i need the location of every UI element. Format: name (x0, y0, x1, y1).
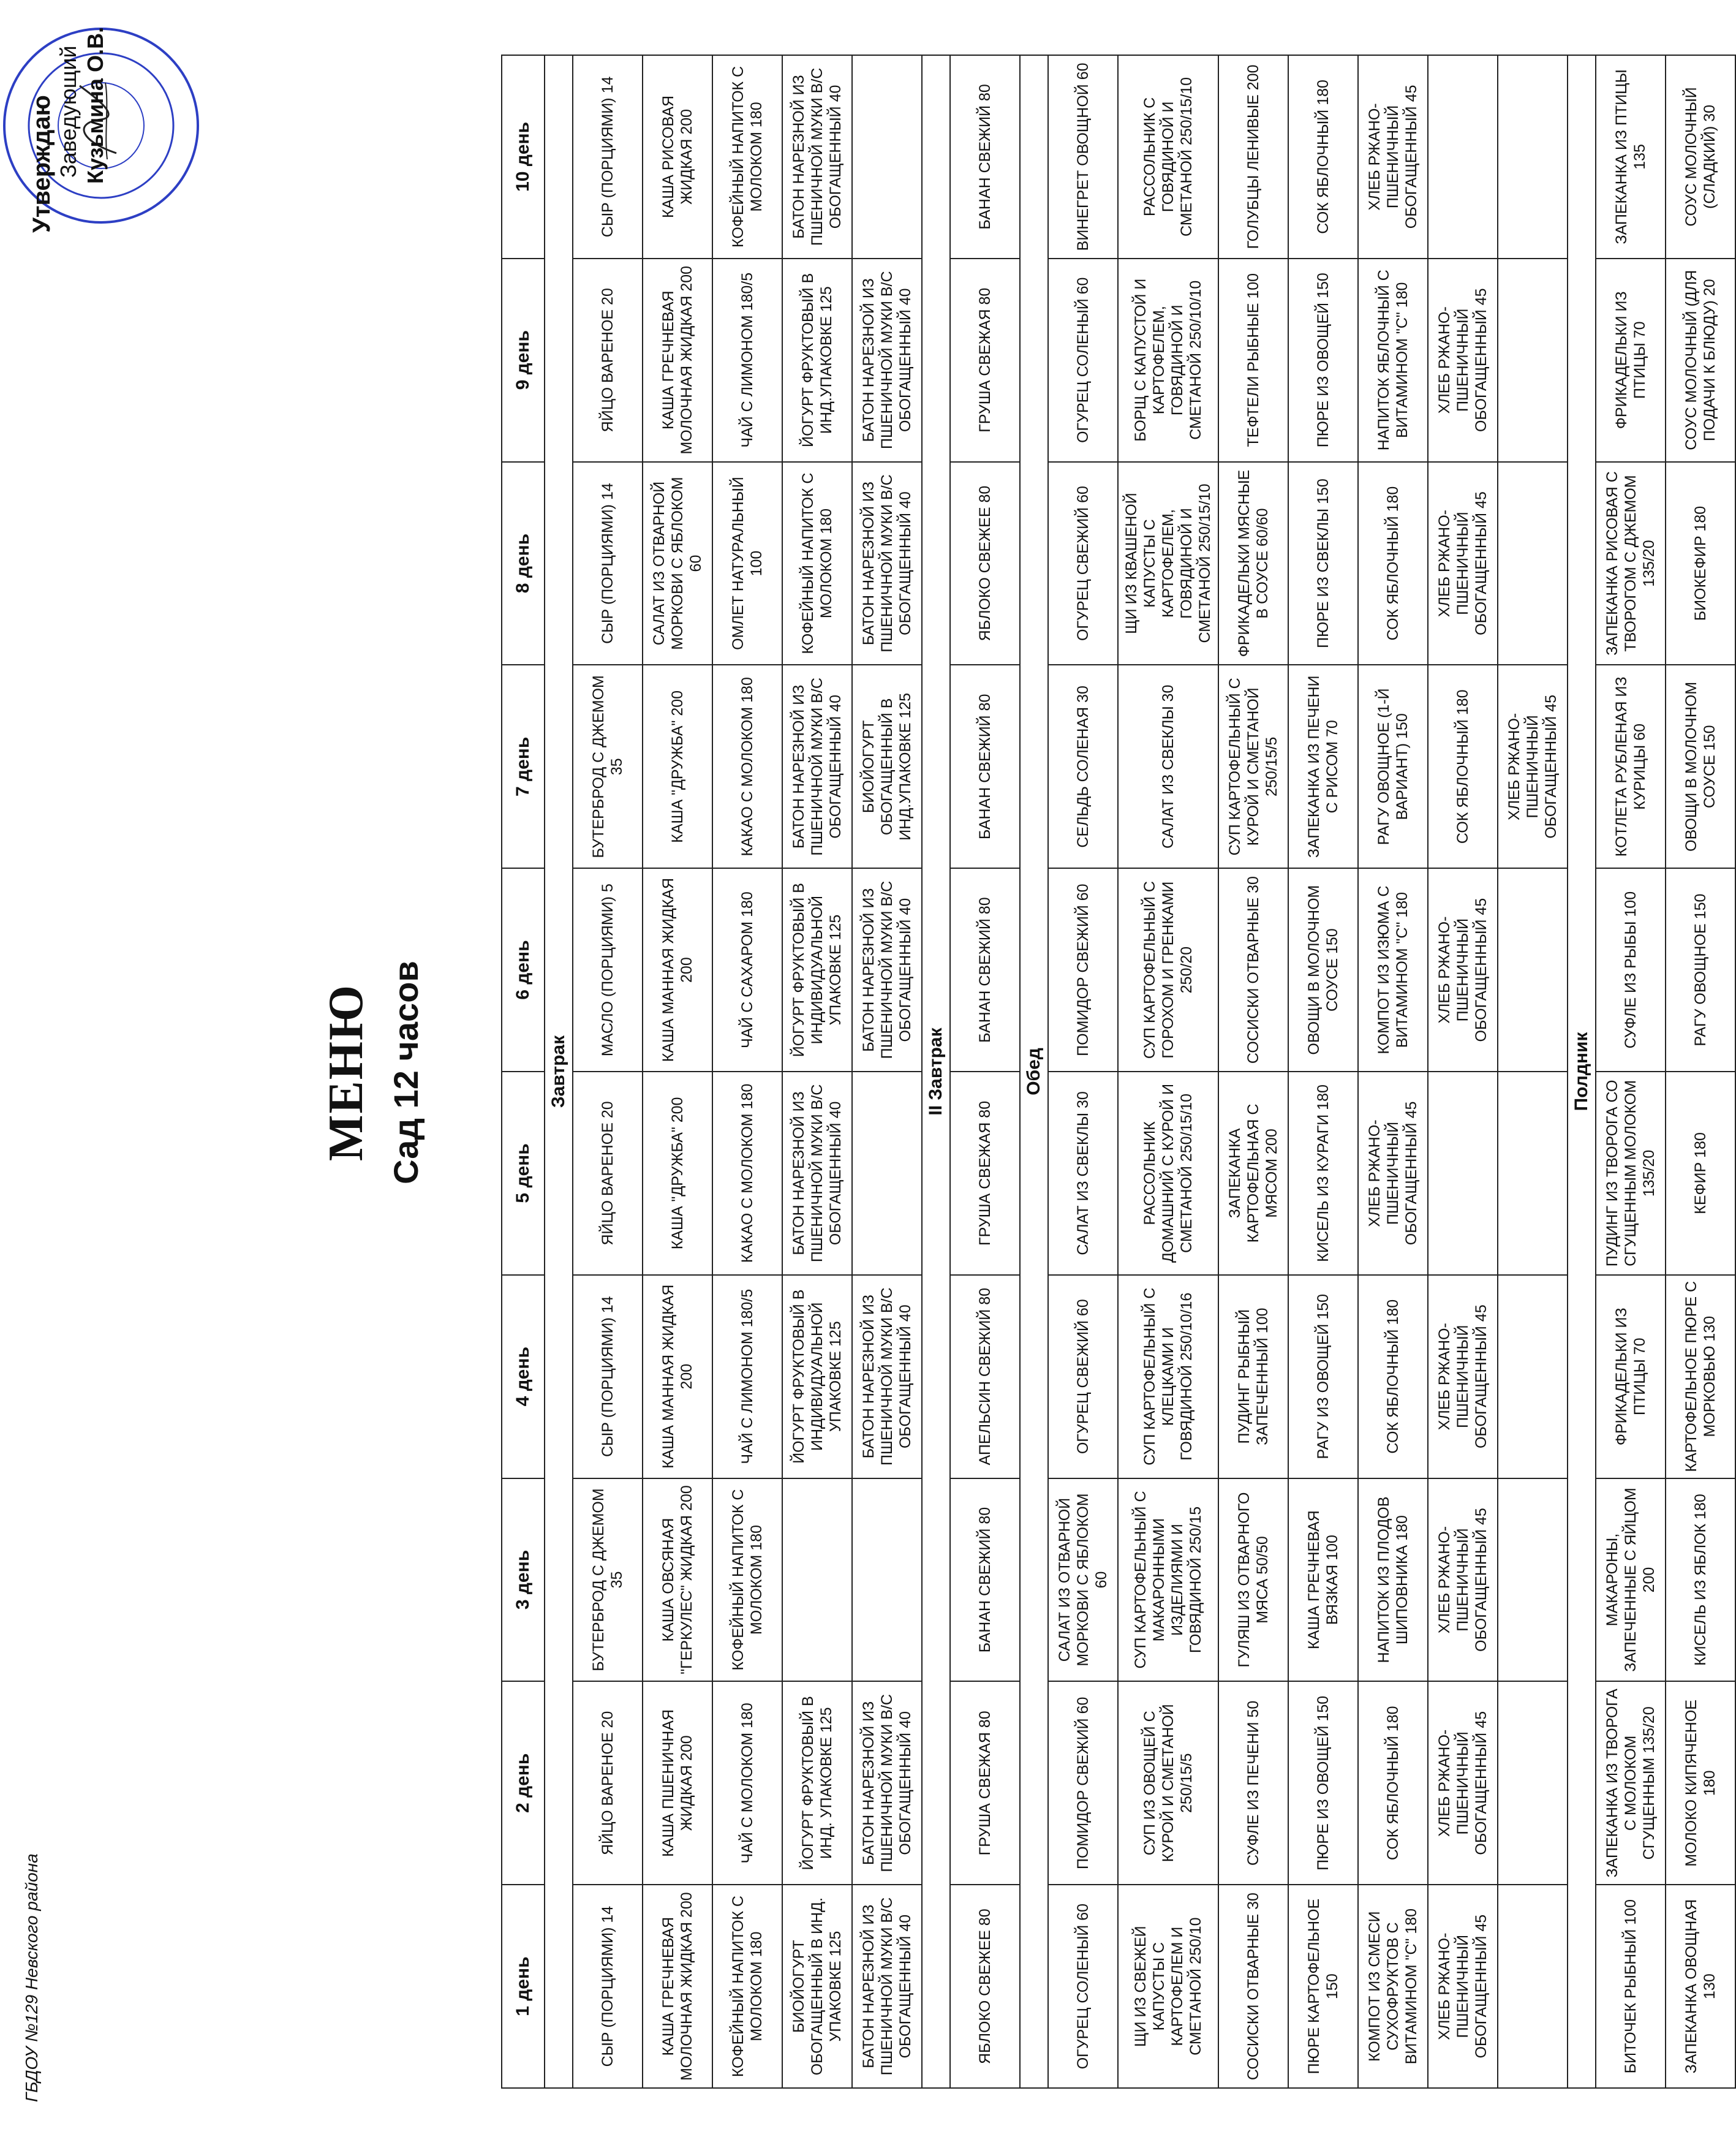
menu-item-cell: КОМПОТ ИЗ СМЕСИ СУХОФРУКТОВ С ВИТАМИНОМ "С" 180 (1358, 1885, 1428, 2088)
menu-item-cell: ПОМИДОР СВЕЖИЙ 60 (1048, 868, 1118, 1072)
menu-item-cell: КАША ГРЕЧНЕВАЯ ВЯЗКАЯ 100 (1288, 1478, 1358, 1682)
meal-section-title: Завтрак (545, 55, 573, 2088)
menu-item-cell: НАПИТОК ЯБЛОЧНЫЙ С ВИТАМИНОМ "С" 180 (1358, 259, 1428, 462)
menu-item-cell: СУФЛЕ ИЗ ПЕЧЕНИ 50 (1218, 1681, 1288, 1885)
menu-item-cell: ОВОЩИ В МОЛОЧНОМ СОУСЕ 150 (1288, 868, 1358, 1072)
menu-item-cell: ЧАЙ С САХАРОМ 180 (712, 868, 782, 1072)
menu-item-cell: БАТОН НАРЕЗНОЙ ИЗ ПШЕНИЧНОЙ МУКИ В/С ОБОГАЩЕННЫЙ 40 (852, 1681, 922, 1885)
menu-item-cell: ФРИКАДЕЛЬКИ ИЗ ПТИЦЫ 70 (1596, 259, 1666, 462)
menu-item-cell: БАТОН НАРЕЗНОЙ ИЗ ПШЕНИЧНОЙ МУКИ В/С ОБОГАЩЕННЫЙ 40 (852, 259, 922, 462)
menu-item-cell: БИОЙОГУРТ ОБОГАЩЕННЫЙ В ИНД. УПАКОВКЕ 125 (782, 1885, 852, 2088)
day-header: 8 день (502, 462, 545, 665)
table-row (852, 55, 922, 2088)
menu-item-cell: МАСЛО (ПОРЦИЯМИ) 5 (573, 868, 643, 1072)
menu-item-cell: КОФЕЙНЫЙ НАПИТОК С МОЛОКОМ 180 (712, 1478, 782, 1682)
menu-item-cell: САЛАТ ИЗ ОТВАРНОЙ МОРКОВИ С ЯБЛОКОМ 60 (1048, 1478, 1118, 1682)
menu-item-cell: БИТОЧЕК РЫБНЫЙ 100 (1596, 1885, 1666, 2088)
menu-item-cell: БИОЙОГУРТ ОБОГАЩЕННЫЙ В ИНД.УПАКОВКЕ 125 (852, 665, 922, 868)
menu-item-cell: БАТОН НАРЕЗНОЙ ИЗ ПШЕНИЧНОЙ МУКИ В/С ОБОГАЩЕННЫЙ 40 (782, 55, 852, 259)
table-row (1498, 55, 1568, 2088)
menu-item-cell: СОУС МОЛОЧНЫЙ (СЛАДКИЙ) 30 (1666, 55, 1735, 259)
menu-item-cell: КАРТОФЕЛЬНОЕ ПЮРЕ С МОРКОВЬЮ 130 (1666, 1275, 1735, 1478)
menu-item-cell: СУП ИЗ ОВОЩЕЙ С КУРОЙ И СМЕТАНОЙ 250/15/5 (1118, 1681, 1218, 1885)
menu-item-cell: КАКАО С МОЛОКОМ 180 (712, 1072, 782, 1275)
menu-item-cell: СЫР (ПОРЦИЯМИ) 14 (573, 1885, 643, 2088)
menu-item-cell: ГРУША СВЕЖАЯ 80 (950, 1681, 1020, 1885)
menu-item-cell: ФРИКАДЕЛЬКИ МЯСНЫЕ В СОУСЕ 60/60 (1218, 462, 1288, 665)
meal-section-title: Полдник (1568, 55, 1596, 2088)
menu-item-cell: ЩИ ИЗ СВЕЖЕЙ КАПУСТЫ С КАРТОФЕЛЕМ И СМЕТАНОЙ 250/10 (1118, 1885, 1218, 2088)
menu-item-cell: ЗАПЕКАНКА ИЗ ТВОРОГА С МОЛОКОМ СГУЩЕННЫМ 135/20 (1596, 1681, 1666, 1885)
menu-item-cell (852, 1072, 922, 1275)
menu-item-cell: РАГУ ОВОЩНОЕ (1-Й ВАРИАНТ) 150 (1358, 665, 1428, 868)
menu-item-cell: БАНАН СВЕЖИЙ 80 (950, 665, 1020, 868)
menu-item-cell: ЗАПЕКАНКА КАРТОФЕЛЬНАЯ С МЯСОМ 200 (1218, 1072, 1288, 1275)
table-row (573, 55, 643, 2088)
menu-item-cell: ХЛЕБ РЖАНО-ПШЕНИЧНЫЙ ОБОГАЩЕННЫЙ 45 (1428, 462, 1498, 665)
page-title: МЕНЮ (319, 983, 373, 1162)
approval-block (28, 25, 109, 233)
menu-item-cell: ПУДИНГ ИЗ ТВОРОГА СО СГУЩЕННЫМ МОЛОКОМ 135/20 (1596, 1072, 1666, 1275)
menu-item-cell: БАНАН СВЕЖИЙ 80 (950, 55, 1020, 259)
menu-item-cell (1498, 1681, 1568, 1885)
menu-item-cell: ЯЙЦО ВАРЕНОЕ 20 (573, 1072, 643, 1275)
menu-item-cell: КАКАО С МОЛОКОМ 180 (712, 665, 782, 868)
table-row (1666, 55, 1735, 2088)
menu-item-cell: ХЛЕБ РЖАНО-ПШЕНИЧНЫЙ ОБОГАЩЕННЫЙ 45 (1428, 259, 1498, 462)
menu-item-cell: ЧАЙ С МОЛОКОМ 180 (712, 1681, 782, 1885)
menu-item-cell: ОГУРЕЦ СОЛЕНЫЙ 60 (1048, 259, 1118, 462)
menu-item-cell: СУП КАРТОФЕЛЬНЫЙ С ГОРОХОМ И ГРЕНКАМИ 250/20 (1118, 868, 1218, 1072)
menu-item-cell: БАНАН СВЕЖИЙ 80 (950, 868, 1020, 1072)
menu-item-cell: СОК ЯБЛОЧНЫЙ 180 (1428, 665, 1498, 868)
menu-item-cell: ТЕФТЕЛИ РЫБНЫЕ 100 (1218, 259, 1288, 462)
menu-item-cell: КАША "ДРУЖБА" 200 (643, 1072, 712, 1275)
menu-item-cell: СОСИСКИ ОТВАРНЫЕ 30 (1218, 1885, 1288, 2088)
meal-section-title: II Завтрак (922, 55, 950, 2088)
menu-item-cell: ФРИКАДЕЛЬКИ ИЗ ПТИЦЫ 70 (1596, 1275, 1666, 1478)
menu-item-cell (1498, 259, 1568, 462)
page-subtitle: Сад 12 часов (387, 961, 425, 1184)
menu-item-cell: НАПИТОК ИЗ ПЛОДОВ ШИПОВНИКА 180 (1358, 1478, 1428, 1682)
menu-item-cell (852, 1478, 922, 1682)
section-header-row (545, 55, 573, 2088)
approver-name: Кузьмина О.В. (83, 26, 108, 184)
day-header: 5 день (502, 1072, 545, 1275)
menu-item-cell: БАТОН НАРЕЗНОЙ ИЗ ПШЕНИЧНОЙ МУКИ В/С ОБОГАЩЕННЫЙ 40 (852, 868, 922, 1072)
menu-item-cell: БИОКЕФИР 180 (1666, 462, 1735, 665)
menu-item-cell: КАША ОВСЯНАЯ "ГЕРКУЛЕС" ЖИДКАЯ 200 (643, 1478, 712, 1682)
menu-item-cell: СОК ЯБЛОЧНЫЙ 180 (1358, 1681, 1428, 1885)
menu-item-cell: БАТОН НАРЕЗНОЙ ИЗ ПШЕНИЧНОЙ МУКИ В/С ОБОГАЩЕННЫЙ 40 (782, 1072, 852, 1275)
menu-item-cell: ХЛЕБ РЖАНО-ПШЕНИЧНЫЙ ОБОГАЩЕННЫЙ 45 (1428, 868, 1498, 1072)
menu-item-cell: СОК ЯБЛОЧНЫЙ 180 (1288, 55, 1358, 259)
menu-item-cell: ХЛЕБ РЖАНО-ПШЕНИЧНЫЙ ОБОГАЩЕННЫЙ 45 (1358, 55, 1428, 259)
menu-item-cell: ОГУРЕЦ СВЕЖИЙ 60 (1048, 462, 1118, 665)
menu-item-cell: ХЛЕБ РЖАНО-ПШЕНИЧНЫЙ ОБОГАЩЕННЫЙ 45 (1358, 1072, 1428, 1275)
menu-item-cell: КАША МАННАЯ ЖИДКАЯ 200 (643, 868, 712, 1072)
menu-item-cell: ЙОГУРТ ФРУКТОВЫЙ В ИНД. УПАКОВКЕ 125 (782, 1681, 852, 1885)
menu-item-cell: БОРЩ С КАПУСТОЙ И КАРТОФЕЛЕМ, ГОВЯДИНОЙ И СМЕТАНОЙ 250/10/10 (1118, 259, 1218, 462)
table-row (1118, 55, 1218, 2088)
menu-item-cell: ГРУША СВЕЖАЯ 80 (950, 1072, 1020, 1275)
menu-item-cell: ЯБЛОКО СВЕЖЕЕ 80 (950, 1885, 1020, 2088)
section-header-row (1020, 55, 1048, 2088)
menu-item-cell: СОК ЯБЛОЧНЫЙ 180 (1358, 1275, 1428, 1478)
menu-item-cell: БАТОН НАРЕЗНОЙ ИЗ ПШЕНИЧНОЙ МУКИ В/С ОБОГАЩЕННЫЙ 40 (782, 665, 852, 868)
menu-item-cell: ЗАПЕКАНКА ИЗ ПТИЦЫ 135 (1596, 55, 1666, 259)
menu-item-cell: КАША МАННАЯ ЖИДКАЯ 200 (643, 1275, 712, 1478)
menu-item-cell: ПЮРЕ ИЗ ОВОЩЕЙ 150 (1288, 259, 1358, 462)
menu-item-cell: ЙОГУРТ ФРУКТОВЫЙ В ИНД.УПАКОВКЕ 125 (782, 259, 852, 462)
menu-item-cell: ПУДИНГ РЫБНЫЙ ЗАПЕЧЕННЫЙ 100 (1218, 1275, 1288, 1478)
table-row (1288, 55, 1358, 2088)
menu-item-cell: КОТЛЕТА РУБЛЕНАЯ ИЗ КУРИЦЫ 60 (1596, 665, 1666, 868)
day-header: 4 день (502, 1275, 545, 1478)
menu-item-cell: ПЮРЕ ИЗ ОВОЩЕЙ 150 (1288, 1681, 1358, 1885)
approve-label: Утверждаю (28, 95, 55, 233)
menu-item-cell: СЫР (ПОРЦИЯМИ) 14 (573, 55, 643, 259)
menu-item-cell (852, 55, 922, 259)
table-row (950, 55, 1020, 2088)
menu-item-cell: ЯЙЦО ВАРЕНОЕ 20 (573, 259, 643, 462)
day-header: 6 день (502, 868, 545, 1072)
menu-item-cell: АПЕЛЬСИН СВЕЖИЙ 80 (950, 1275, 1020, 1478)
section-header-row (1568, 55, 1596, 2088)
menu-item-cell: КАША ГРЕЧНЕВАЯ МОЛОЧНАЯ ЖИДКАЯ 200 (643, 1885, 712, 2088)
menu-item-cell: КОМПОТ ИЗ ИЗЮМА С ВИТАМИНОМ "С" 180 (1358, 868, 1428, 1072)
menu-item-cell: ОГУРЕЦ СВЕЖИЙ 60 (1048, 1275, 1118, 1478)
menu-item-cell: БАТОН НАРЕЗНОЙ ИЗ ПШЕНИЧНОЙ МУКИ В/С ОБОГАЩЕННЫЙ 40 (852, 1885, 922, 2088)
menu-item-cell: КАША "ДРУЖБА" 200 (643, 665, 712, 868)
section-header-row (922, 55, 950, 2088)
menu-item-cell: СОК ЯБЛОЧНЫЙ 180 (1358, 462, 1428, 665)
menu-item-cell: СЫР (ПОРЦИЯМИ) 14 (573, 1275, 643, 1478)
day-header: 1 день (502, 1885, 545, 2088)
menu-item-cell: БУТЕРБРОД С ДЖЕМОМ 35 (573, 665, 643, 868)
menu-item-cell (1498, 1885, 1568, 2088)
table-row (1358, 55, 1428, 2088)
approver-position: Заведующий (56, 45, 81, 178)
menu-item-cell: ЙОГУРТ ФРУКТОВЫЙ В ИНДИВИДУАЛЬНОЙ УПАКОВКЕ 125 (782, 1275, 852, 1478)
menu-item-cell: ЗАПЕКАНКА ИЗ ПЕЧЕНИ С РИСОМ 70 (1288, 665, 1358, 868)
table-row (712, 55, 782, 2088)
menu-item-cell: КОФЕЙНЫЙ НАПИТОК С МОЛОКОМ 180 (712, 55, 782, 259)
menu-item-cell: ОМЛЕТ НАТУРАЛЬНЫЙ 100 (712, 462, 782, 665)
menu-item-cell: КАША РИСОВАЯ ЖИДКАЯ 200 (643, 55, 712, 259)
menu-item-cell: ХЛЕБ РЖАНО-ПШЕНИЧНЫЙ ОБОГАЩЕННЫЙ 45 (1428, 1885, 1498, 2088)
menu-item-cell: ХЛЕБ РЖАНО-ПШЕНИЧНЫЙ ОБОГАЩЕННЫЙ 45 (1428, 1681, 1498, 1885)
menu-item-cell: КИСЕЛЬ ИЗ КУРАГИ 180 (1288, 1072, 1358, 1275)
menu-item-cell: ГОЛУБЦЫ ЛЕНИВЫЕ 200 (1218, 55, 1288, 259)
menu-item-cell: ЧАЙ С ЛИМОНОМ 180/5 (712, 259, 782, 462)
table-row (1428, 55, 1498, 2088)
menu-item-cell: ХЛЕБ РЖАНО-ПШЕНИЧНЫЙ ОБОГАЩЕННЫЙ 45 (1428, 1478, 1498, 1682)
menu-item-cell: СОУС МОЛОЧНЫЙ (ДЛЯ ПОДАЧИ К БЛЮДУ) 20 (1666, 259, 1735, 462)
menu-item-cell: ЯЙЦО ВАРЕНОЕ 20 (573, 1681, 643, 1885)
menu-item-cell: РАГУ ИЗ ОВОЩЕЙ 150 (1288, 1275, 1358, 1478)
menu-item-cell: СЕЛЬДЬ СОЛЕНАЯ 30 (1048, 665, 1118, 868)
menu-item-cell: ЧАЙ С ЛИМОНОМ 180/5 (712, 1275, 782, 1478)
menu-item-cell: ПЮРЕ КАРТОФЕЛЬНОЕ 150 (1288, 1885, 1358, 2088)
day-header-row (502, 55, 545, 2088)
menu-item-cell: СУФЛЕ ИЗ РЫБЫ 100 (1596, 868, 1666, 1072)
menu-item-cell: САЛАТ ИЗ ОТВАРНОЙ МОРКОВИ С ЯБЛОКОМ 60 (643, 462, 712, 665)
menu-item-cell: ЩИ ИЗ КВАШЕНОЙ КАПУСТЫ С КАРТОФЕЛЕМ, ГОВЯДИНОЙ И СМЕТАНОЙ 250/15/10 (1118, 462, 1218, 665)
menu-item-cell: БАНАН СВЕЖИЙ 80 (950, 1478, 1020, 1682)
menu-item-cell: СУП КАРТОФЕЛЬНЫЙ С КУРОЙ И СМЕТАНОЙ 250/15/5 (1218, 665, 1288, 868)
menu-item-cell (1498, 1478, 1568, 1682)
menu-item-cell: ЙОГУРТ ФРУКТОВЫЙ В ИНДИВИДУАЛЬНОЙ УПАКОВКЕ 125 (782, 868, 852, 1072)
menu-item-cell (1498, 1072, 1568, 1275)
table-row (1048, 55, 1118, 2088)
day-header: 10 день (502, 55, 545, 259)
menu-item-cell: ЗАПЕКАНКА РИСОВАЯ С ТВОРОГОМ С ДЖЕМОМ 135/20 (1596, 462, 1666, 665)
menu-item-cell: ЗАПЕКАНКА ОВОЩНАЯ 130 (1666, 1885, 1735, 2088)
menu-item-cell: ПЮРЕ ИЗ СВЕКЛЫ 150 (1288, 462, 1358, 665)
menu-item-cell: ВИНЕГРЕТ ОВОЩНОЙ 60 (1048, 55, 1118, 259)
organization-name: ГБДОУ №129 Невского района (22, 1853, 41, 2102)
menu-item-cell: КОФЕЙНЫЙ НАПИТОК С МОЛОКОМ 180 (712, 1885, 782, 2088)
menu-item-cell: СОСИСКИ ОТВАРНЫЕ 30 (1218, 868, 1288, 1072)
table-row (643, 55, 712, 2088)
menu-item-cell: ОГУРЕЦ СОЛЕНЫЙ 60 (1048, 1885, 1118, 2088)
day-header: 3 день (502, 1478, 545, 1682)
menu-item-cell: ГУЛЯШ ИЗ ОТВАРНОГО МЯСА 50/50 (1218, 1478, 1288, 1682)
menu-item-cell: САЛАТ ИЗ СВЕКЛЫ 30 (1048, 1072, 1118, 1275)
menu-item-cell (1428, 1072, 1498, 1275)
day-header: 7 день (502, 665, 545, 868)
menu-item-cell: СУП КАРТОФЕЛЬНЫЙ С КЛЕЦКАМИ И ГОВЯДИНОЙ 250/10/16 (1118, 1275, 1218, 1478)
meal-section-title: Обед (1020, 55, 1048, 2088)
menu-item-cell (1498, 1275, 1568, 1478)
menu-item-cell: КИСЕЛЬ ИЗ ЯБЛОК 180 (1666, 1478, 1735, 1682)
table-row (1596, 55, 1666, 2088)
menu-item-cell (1498, 868, 1568, 1072)
day-header: 9 день (502, 259, 545, 462)
menu-item-cell: ХЛЕБ РЖАНО-ПШЕНИЧНЫЙ ОБОГАЩЕННЫЙ 45 (1428, 1275, 1498, 1478)
menu-item-cell: САЛАТ ИЗ СВЕКЛЫ 30 (1118, 665, 1218, 868)
menu-item-cell: КАША ПШЕНИЧНАЯ ЖИДКАЯ 200 (643, 1681, 712, 1885)
table-row (1218, 55, 1288, 2088)
menu-item-cell: ГРУША СВЕЖАЯ 80 (950, 259, 1020, 462)
menu-table (501, 55, 1736, 2089)
menu-item-cell: ОВОЩИ В МОЛОЧНОМ СОУСЕ 150 (1666, 665, 1735, 868)
menu-item-cell (1498, 55, 1568, 259)
menu-item-cell: БАТОН НАРЕЗНОЙ ИЗ ПШЕНИЧНОЙ МУКИ В/С ОБОГАЩЕННЫЙ 40 (852, 462, 922, 665)
menu-item-cell: РАССОЛЬНИК С ГОВЯДИНОЙ И СМЕТАНОЙ 250/15/10 (1118, 55, 1218, 259)
menu-item-cell: РАГУ ОВОЩНОЕ 150 (1666, 868, 1735, 1072)
menu-item-cell (782, 1478, 852, 1682)
menu-item-cell: МОЛОКО КИПЯЧЕНОЕ 180 (1666, 1681, 1735, 1885)
menu-item-cell: СУП КАРТОФЕЛЬНЫЙ С МАКАРОННЫМИ ИЗДЕЛИЯМИ И ГОВЯДИНОЙ 250/15 (1118, 1478, 1218, 1682)
menu-item-cell: ЯБЛОКО СВЕЖЕЕ 80 (950, 462, 1020, 665)
menu-item-cell: БАТОН НАРЕЗНОЙ ИЗ ПШЕНИЧНОЙ МУКИ В/С ОБОГАЩЕННЫЙ 40 (852, 1275, 922, 1478)
menu-item-cell: РАССОЛЬНИК ДОМАШНИЙ С КУРОЙ И СМЕТАНОЙ 250/15/10 (1118, 1072, 1218, 1275)
menu-item-cell: КЕФИР 180 (1666, 1072, 1735, 1275)
menu-item-cell: КАША ГРЕЧНЕВАЯ МОЛОЧНАЯ ЖИДКАЯ 200 (643, 259, 712, 462)
menu-item-cell: КОФЕЙНЫЙ НАПИТОК С МОЛОКОМ 180 (782, 462, 852, 665)
menu-item-cell (1428, 55, 1498, 259)
menu-item-cell: ПОМИДОР СВЕЖИЙ 60 (1048, 1681, 1118, 1885)
menu-item-cell: ХЛЕБ РЖАНО-ПШЕНИЧНЫЙ ОБОГАЩЕННЫЙ 45 (1498, 665, 1568, 868)
menu-item-cell: МАКАРОНЫ, ЗАПЕЧЕННЫЕ С ЯЙЦОМ 200 (1596, 1478, 1666, 1682)
menu-item-cell: БУТЕРБРОД С ДЖЕМОМ 35 (573, 1478, 643, 1682)
table-row (782, 55, 852, 2088)
day-header: 2 день (502, 1681, 545, 1885)
menu-item-cell: СЫР (ПОРЦИЯМИ) 14 (573, 462, 643, 665)
menu-item-cell (1498, 462, 1568, 665)
